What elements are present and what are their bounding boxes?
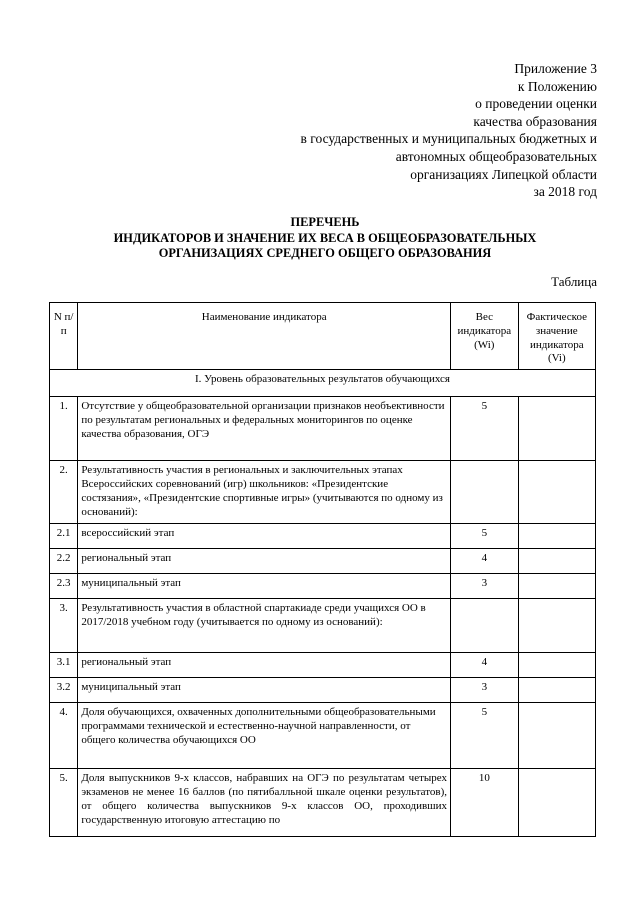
row-name: Результативность участия в региональных и заключительных этапах Всероссийских соревнований (игр) школьников: «Президентские состязания», «Президентские спортивные игры» (учитываются по одному из оснований): <box>78 461 451 524</box>
table-row <box>50 397 596 461</box>
table-row <box>50 461 596 524</box>
row-actual <box>518 461 595 524</box>
row-actual <box>518 703 595 769</box>
row-weight: 5 <box>451 524 519 549</box>
row-num: 2.3 <box>50 574 78 599</box>
title-line-2: ИНДИКАТОРОВ И ЗНАЧЕНИЕ ИХ ВЕСА В ОБЩЕОБРАЗОВАТЕЛЬНЫХ <box>113 230 537 245</box>
header-line: качества образования <box>473 113 597 129</box>
row-name: Доля выпускников 9-х классов, набравших на ОГЭ по результатам четырех экзаменов не менее 16 баллов (по пятибалльной шкале оценки результатов), от общего количества выпускников 9-х классов ОО, проходивших государственную итоговую аттестацию по <box>78 769 451 837</box>
row-name: региональный этап <box>78 549 451 574</box>
row-weight <box>451 461 519 524</box>
row-weight: 4 <box>451 653 519 678</box>
appendix-header <box>301 60 597 201</box>
row-weight: 10 <box>451 769 519 837</box>
header-line: организациях Липецкой области <box>410 166 597 182</box>
row-weight: 3 <box>451 574 519 599</box>
row-num: 3. <box>50 599 78 653</box>
header-line: в государственных и муниципальных бюджетных и <box>300 131 597 147</box>
table-row <box>50 599 596 653</box>
row-num: 3.2 <box>50 678 78 703</box>
title-line-1: ПЕРЕЧЕНЬ <box>290 215 360 229</box>
table-caption: Таблица <box>551 274 597 289</box>
row-num: 4. <box>50 703 78 769</box>
section-title: I. Уровень образовательных результатов обучающихся <box>50 370 596 397</box>
row-name: Доля обучающихся, охваченных дополнительными общеобразовательными программами технической и естественно-научной направленности, от общего количества обучающихся ОО <box>78 703 451 769</box>
table-row <box>50 769 596 837</box>
row-num: 5. <box>50 769 78 837</box>
row-actual <box>518 653 595 678</box>
table-row <box>50 653 596 678</box>
row-actual <box>518 769 595 837</box>
header-name: Наименование индикатора <box>78 303 451 370</box>
header-actual: Фактическое значение индикатора (Vi) <box>518 303 595 370</box>
table-row <box>50 703 596 769</box>
row-actual <box>518 549 595 574</box>
section-row <box>50 370 596 397</box>
row-actual <box>518 397 595 461</box>
table-row <box>50 549 596 574</box>
row-actual <box>518 599 595 653</box>
header-line: автономных общеобразовательных <box>395 148 597 164</box>
table-row <box>50 574 596 599</box>
header-line: к Положению <box>517 78 597 94</box>
row-name: всероссийский этап <box>78 524 451 549</box>
row-name: муниципальный этап <box>78 574 451 599</box>
header-line: о проведении оценки <box>475 96 597 112</box>
row-name: муниципальный этап <box>78 678 451 703</box>
document-title <box>60 215 590 262</box>
row-num: 1. <box>50 397 78 461</box>
header-line: Приложение 3 <box>514 61 597 76</box>
row-num: 2.1 <box>50 524 78 549</box>
table-header-row <box>50 303 596 370</box>
row-weight: 5 <box>451 397 519 461</box>
table-row <box>50 524 596 549</box>
row-name: Отсутствие у общеобразовательной организации признаков необъективности по результатам региональных и федеральных мониторингов по оценке качества образования, ОГЭ <box>78 397 451 461</box>
row-weight: 5 <box>451 703 519 769</box>
header-line: за 2018 год <box>533 184 597 200</box>
header-weight: Вес индикатора (Wi) <box>451 303 519 370</box>
row-actual <box>518 574 595 599</box>
row-name: региональный этап <box>78 653 451 678</box>
header-num: N п/п <box>50 303 78 370</box>
row-num: 2.2 <box>50 549 78 574</box>
row-actual <box>518 678 595 703</box>
title-line-3: ОРГАНИЗАЦИЯХ СРЕДНЕГО ОБЩЕГО ОБРАЗОВАНИЯ <box>158 246 492 260</box>
row-actual <box>518 524 595 549</box>
indicators-table <box>49 302 596 837</box>
row-num: 2. <box>50 461 78 524</box>
row-weight: 3 <box>451 678 519 703</box>
table-row <box>50 678 596 703</box>
row-num: 3.1 <box>50 653 78 678</box>
row-weight <box>451 599 519 653</box>
row-name: Результативность участия в областной спартакиаде среди учащихся ОО в 2017/2018 учебном году (учитывается по одному из оснований): <box>78 599 451 653</box>
row-weight: 4 <box>451 549 519 574</box>
